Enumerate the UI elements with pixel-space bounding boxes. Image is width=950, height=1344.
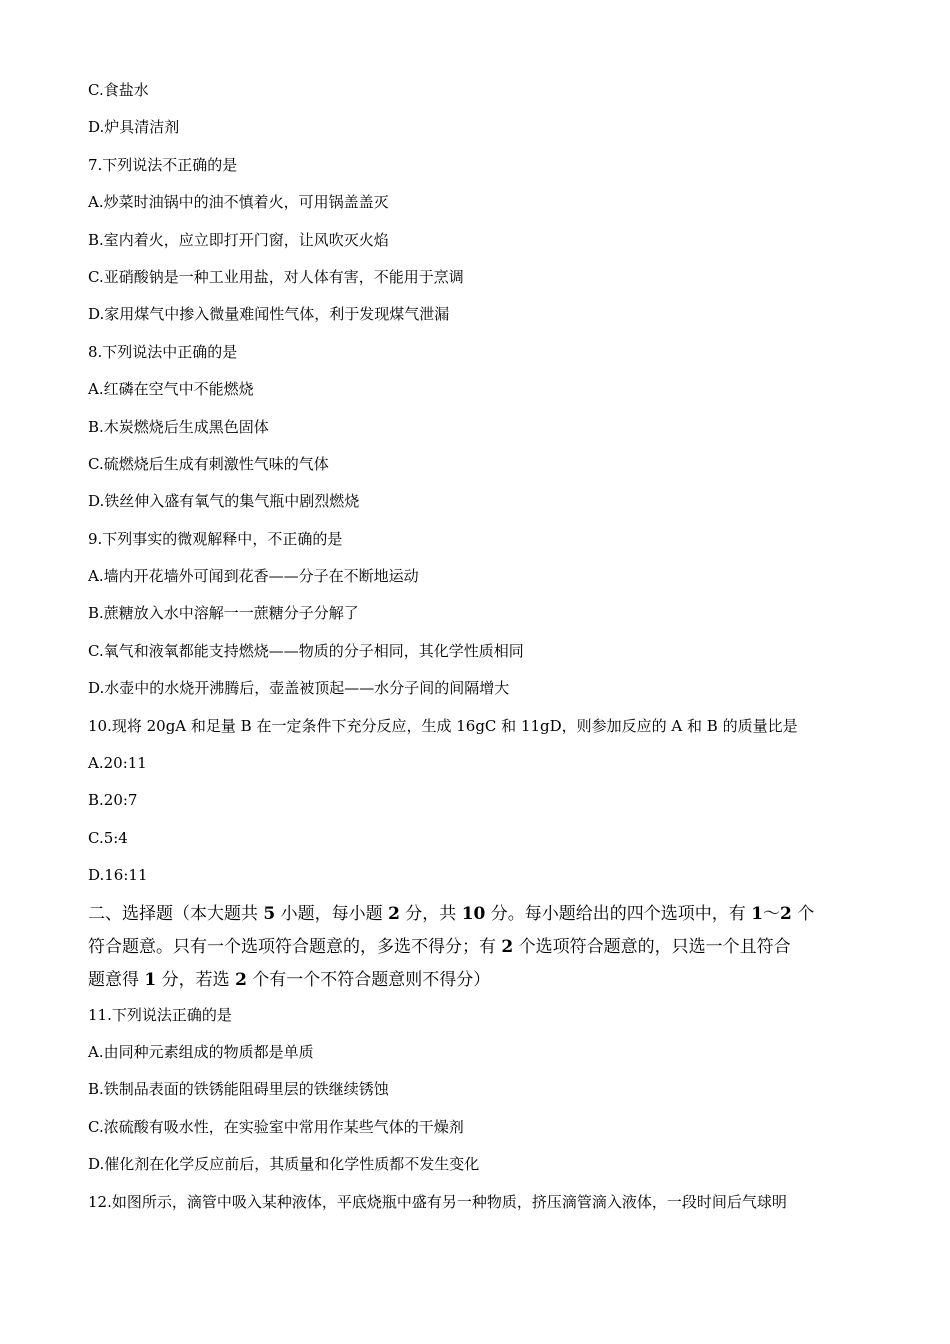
section-2-line-2: 符合题意。只有一个选项符合题意的，多选不得分；有 2 个选项符合题意的，只选一个且符合 — [88, 936, 791, 957]
option-d-11: D.催化剂在化学反应前后，其质量和化学性质都不发生变化 — [88, 1155, 480, 1174]
option-b-11: B.铁制品表面的铁锈能阻碍里层的铁继续锈蚀 — [88, 1080, 389, 1099]
option-b-7: B.室内着火，应立即打开门窗，让风吹灭火焰 — [88, 230, 389, 249]
question-8: 8.下列说法中正确的是 — [88, 342, 238, 361]
question-12: 12.如图所示，滴管中吸入某种液体，平底烧瓶中盛有另一种物质，挤压滴管滴入液体，一段时间后气球明 — [88, 1192, 787, 1211]
option-c-8: C.硫燃烧后生成有刺激性气味的气体 — [88, 454, 329, 473]
option-b-10: B.20:7 — [88, 791, 138, 810]
option-a-7: A.炒菜时油锅中的油不慎着火，可用锅盖盖灭 — [88, 193, 389, 212]
option-c-10: C.5:4 — [88, 828, 128, 847]
document-page — [88, 80, 878, 1229]
section-2-line-3: 题意得 1 分，若选 2 个有一个不符合题意则不得分） — [88, 969, 491, 990]
option-d-9: D.水壶中的水烧开沸腾后，壶盖被顶起——水分子间的间隔增大 — [88, 679, 510, 698]
option-a-11: A.由同种元素组成的物质都是单质 — [88, 1042, 314, 1061]
option-a-10: A.20:11 — [88, 754, 147, 773]
section-2-heading — [88, 903, 878, 991]
option-a-9: A.墙内开花墙外可闻到花香——分子在不断地运动 — [88, 567, 419, 586]
section-2-line-1: 二、选择题（本大题共 5 小题，每小题 2 分，共 10 分。每小题给出的四个选项中，有 1～2 个 — [88, 903, 815, 924]
option-c-6: C.食盐水 — [88, 81, 149, 99]
question-10: 10.现将 20gA 和足量 B 在一定条件下充分反应，生成 16gC 和 11gD，则参加反应的 A 和 B 的质量比是 — [88, 716, 798, 735]
option-d-6: D.炉具清洁剂 — [88, 118, 180, 137]
question-9: 9.下列事实的微观解释中，不正确的是 — [88, 529, 343, 548]
question-11: 11.下列说法正确的是 — [88, 1005, 232, 1024]
option-d-7: D.家用煤气中掺入微量难闻性气体，利于发现煤气泄漏 — [88, 305, 450, 324]
option-b-8: B.木炭燃烧后生成黑色固体 — [88, 417, 269, 436]
option-a-8: A.红磷在空气中不能燃烧 — [88, 380, 254, 399]
option-b-9: B.蔗糖放入水中溶解一一蔗糖分子分解了 — [88, 604, 359, 623]
option-d-8: D.铁丝伸入盛有氧气的集气瓶中剧烈燃烧 — [88, 492, 360, 511]
option-c-11: C.浓硫酸有吸水性，在实验室中常用作某些气体的干燥剂 — [88, 1117, 464, 1136]
option-c-7: C.亚硝酸钠是一种工业用盐，对人体有害，不能用于烹调 — [88, 267, 464, 286]
option-d-10: D.16:11 — [88, 866, 148, 885]
question-7: 7.下列说法不正确的是 — [88, 155, 238, 174]
option-c-9: C.氧气和液氧都能支持燃烧——物质的分子相同，其化学性质相同 — [88, 641, 524, 660]
